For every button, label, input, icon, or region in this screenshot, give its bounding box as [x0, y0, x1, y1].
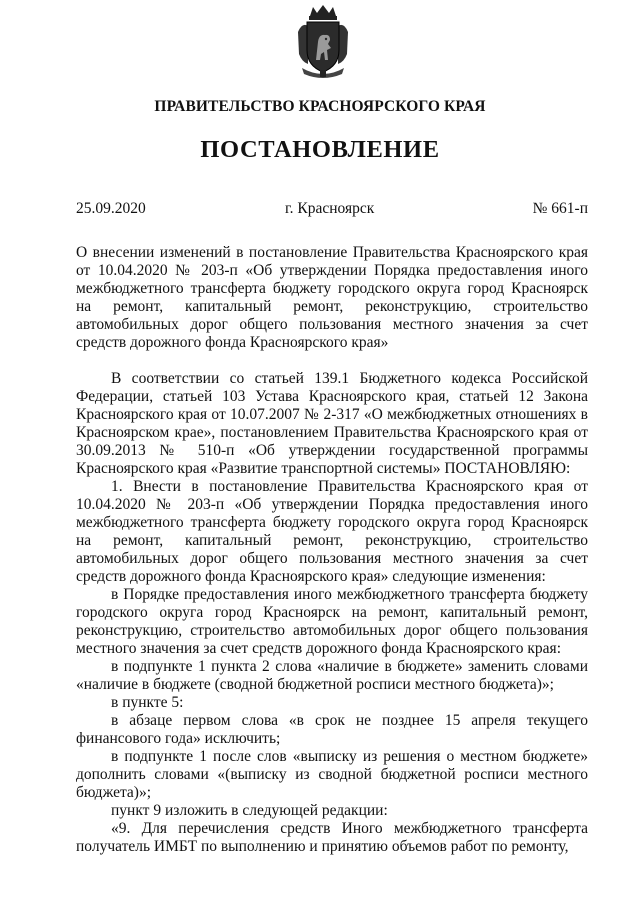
document-type-title: ПОСТАНОВЛЕНИЕ [200, 136, 440, 163]
coat-of-arms-icon [296, 4, 350, 78]
paragraph: «9. Для перечисления средств Иного межбюджетного трансферта получатель ИМБТ по выполнению и принятию объемов работ по ремонту, [76, 820, 588, 855]
issuing-authority: ПРАВИТЕЛЬСТВО КРАСНОЯРСКОГО КРАЯ [154, 98, 486, 115]
document-date: 25.09.2020 [76, 200, 146, 217]
paragraph: пункт 9 изложить в следующей редакции: [111, 802, 388, 819]
paragraph: в подпункте 1 после слов «выписку из решения о местном бюджете» дополнить словами «(выписку из сводной бюджетной росписи местного бюджета)»; [76, 748, 588, 801]
document-number: № 661-п [532, 200, 588, 217]
paragraph: в абзаце первом слова «в срок не позднее 15 апреля текущего финансового года» исключить; [76, 712, 588, 747]
document-city: г. Красноярск [285, 200, 375, 217]
paragraph: 1. Внести в постановление Правительства Красноярского края от 10.04.2020 № 203-п «Об утверждении Порядка предоставления иного межбюджетного трансферта бюджету городского округа город Красноярск на ремонт, капитальный ремонт, реконструкцию, строительство автомобильных дорог общего пользования местного значения за счет средств дорожного фонда Красноярского края» следующие изменения: [76, 478, 588, 585]
document-body [76, 370, 588, 856]
paragraph: В соответствии со статьей 139.1 Бюджетного кодекса Российской Федерации, статьей 103 Устава Красноярского края, статьей 12 Закона Красноярского края от 10.07.2007 № 2-317 «О межбюджетных отношениях в Красноярском крае», постановлением Правительства Красноярского края от 30.09.2013 № 510-п «Об утверждении государственной программы Красноярского края «Развитие транспортной системы» ПОСТАНОВЛЯЮ: [76, 370, 588, 477]
paragraph: в подпункте 1 пункта 2 слова «наличие в бюджете» заменить словами «наличие в бюджете (сводной бюджетной росписи местного бюджета)»; [76, 658, 588, 693]
paragraph: в Порядке предоставления иного межбюджетного трансферта бюджету городского округа город Красноярск на ремонт, капитальный ремонт, реконструкцию, строительство автомобильных дорог общего пользования местного значения за счет средств дорожного фонда Красноярского края: [76, 586, 588, 657]
document-subject: О внесении изменений в постановление Правительства Красноярского края от 10.04.2020 № 203-п «Об утверждении Порядка предоставления иного межбюджетного трансферта бюджету городского округа город Красноярск на ремонт, капитальный ремонт, реконструкцию, строительство автомобильных дорог общего пользования местного значения за счет средств дорожного фонда Красноярского края» [76, 244, 588, 351]
paragraph: в пункте 5: [111, 694, 184, 711]
